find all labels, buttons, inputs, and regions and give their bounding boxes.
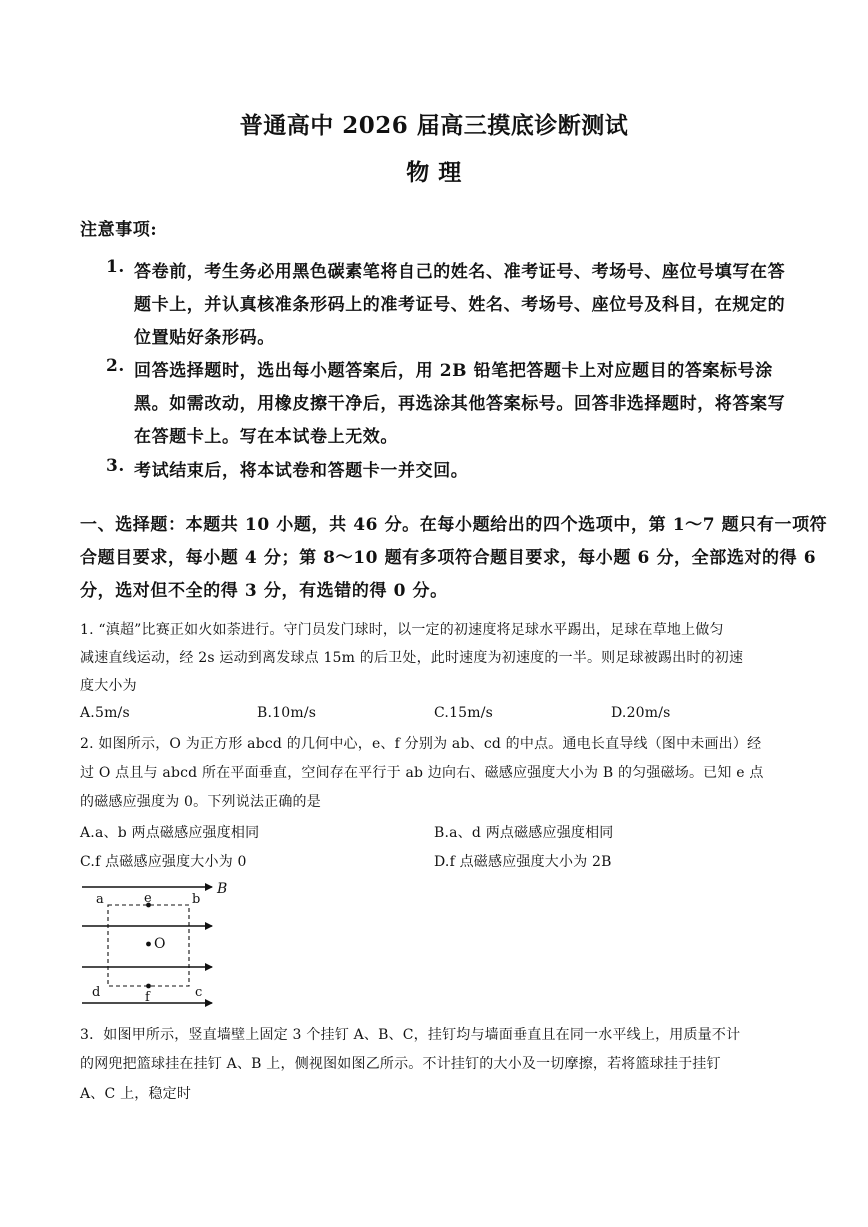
question-1-option-a: A.5m/s bbox=[80, 705, 130, 721]
label-o: O bbox=[154, 936, 166, 952]
question-2-option-b: B.a、d 两点磁感应强度相同 bbox=[434, 825, 614, 841]
label-c: c bbox=[195, 985, 203, 1000]
question-2-line: 2. 如图所示，O 为正方形 abcd 的几何中心，e、f 分别为 ab、cd 的中点。通电长直导线（图中未画出）经 bbox=[80, 736, 762, 752]
question-1-line: 度大小为 bbox=[80, 678, 137, 694]
label-f: f bbox=[145, 990, 150, 1005]
question-1-option-c: C.15m/s bbox=[434, 705, 494, 721]
question-2-line: 的磁感应强度为 0。下列说法正确的是 bbox=[80, 794, 321, 810]
notice-item-number: 2. bbox=[106, 356, 125, 376]
section-heading-line: 合题目要求，每小题 4 分；第 8～10 题有多项符合题目要求，每小题 6 分，全部选对的得 6 bbox=[80, 548, 817, 568]
question-3-line: A、C 上，稳定时 bbox=[80, 1086, 192, 1102]
question-2-option-a: A.a、b 两点磁感应强度相同 bbox=[80, 825, 260, 841]
question-1-line: 减速直线运动，经 2s 运动到离发球点 15m 的后卫处，此时速度为初速度的一半。则足球被踢出时的初速 bbox=[80, 650, 744, 666]
notice-line: 答卷前，考生务必用黑色碳素笔将自己的姓名、准考证号、考场号、座位号填写在答 bbox=[134, 262, 786, 282]
page-title: 普通高中 2026 届高三摸底诊断测试 bbox=[239, 112, 629, 139]
label-b-field: B bbox=[217, 881, 228, 897]
subject-title: 物 理 bbox=[406, 159, 462, 186]
notice-line: 题卡上，并认真核准条形码上的准考证号、姓名、考场号、座位号及科目，在规定的 bbox=[134, 295, 786, 315]
question-1-option-d: D.20m/s bbox=[611, 705, 671, 721]
section-heading-line: 一、选择题：本题共 10 小题，共 46 分。在每小题给出的四个选项中，第 1～7 题只有一项符 bbox=[80, 515, 828, 535]
question-2-line: 过 O 点且与 abcd 所在平面垂直，空间存在平行于 ab 边向右、磁感应强度大小为 B 的匀强磁场。已知 e 点 bbox=[80, 765, 764, 781]
notice-line: 位置贴好条形码。 bbox=[134, 328, 275, 348]
label-e: e bbox=[144, 891, 152, 906]
point-f bbox=[146, 984, 151, 989]
notice-heading: 注意事项: bbox=[80, 220, 158, 240]
label-d: d bbox=[92, 985, 101, 1000]
point-o bbox=[146, 942, 151, 947]
notice-line: 在答题卡上。写在本试卷上无效。 bbox=[134, 427, 398, 447]
label-a: a bbox=[96, 892, 104, 907]
question-2-option-d: D.f 点磁感应强度大小为 2B bbox=[434, 854, 612, 870]
notice-line: 回答选择题时，选出每小题答案后，用 2B 铅笔把答题卡上对应题目的答案标号涂 bbox=[134, 361, 773, 381]
notice-item-number: 1. bbox=[106, 257, 125, 277]
notice-line: 黑。如需改动，用橡皮擦干净后，再选涂其他答案标号。回答非选择题时，将答案写 bbox=[134, 394, 786, 414]
label-b: b bbox=[192, 892, 201, 907]
question-1-option-b: B.10m/s bbox=[257, 705, 317, 721]
question-3-line: 3．如图甲所示，竖直墙壁上固定 3 个挂钉 A、B、C，挂钉均与墙面垂直且在同一水平线上，用质量不计 bbox=[80, 1027, 741, 1043]
question-2-option-c: C.f 点磁感应强度大小为 0 bbox=[80, 854, 247, 870]
notice-line: 考试结束后，将本试卷和答题卡一并交回。 bbox=[134, 461, 469, 481]
notice-item-number: 3. bbox=[106, 456, 125, 476]
magnetic-field-figure bbox=[78, 874, 238, 1008]
question-3-line: 的网兜把篮球挂在挂钉 A、B 上，侧视图如图乙所示。不计挂钉的大小及一切摩擦，若将篮球挂于挂钉 bbox=[80, 1056, 721, 1072]
section-heading-line: 分，选对但不全的得 3 分，有选错的得 0 分。 bbox=[80, 581, 448, 601]
question-1-line: 1. “滇超”比赛正如火如荼进行。守门员发门球时，以一定的初速度将足球水平踢出，足球在草地上做匀 bbox=[80, 622, 724, 638]
